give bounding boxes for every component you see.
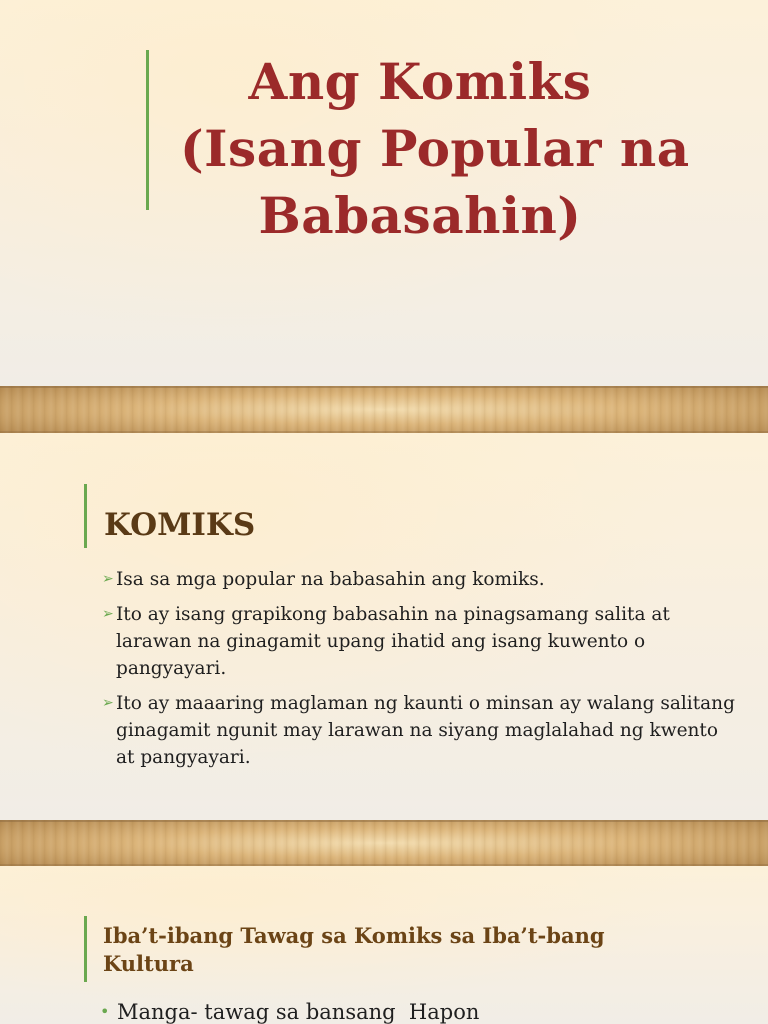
list-item (100, 997, 479, 1024)
slide-title-heading (180, 48, 690, 249)
accent-bar (146, 50, 149, 210)
wood-divider (0, 820, 768, 866)
bullet-text: Ito ay maaaring maglaman ng kaunti o minsan ay walang salitang ginagamit ngunit may larawan na siyang maglalahad ng kwento at pangyayari. (116, 693, 735, 768)
bullet-text: Ito ay isang grapikong babasahin na pinagsamang salita at larawan na ginagamit upang ihatid ang isang kuwento o pangyayari. (116, 604, 670, 679)
arrow-bullet-icon: ➢ (102, 571, 114, 587)
slide-heading: Iba’t-ibang Tawag sa Komiks sa Iba’t-bang Kultura (103, 923, 605, 976)
bullet-text: Manga- tawag sa bansang Hapon (117, 1000, 480, 1024)
list-item (102, 690, 742, 771)
slide-heading: KOMIKS (104, 507, 256, 543)
title-line: (Isang Popular na (180, 119, 690, 178)
accent-bar (84, 916, 87, 982)
dot-bullet-icon: • (100, 1002, 110, 1021)
accent-bar (84, 484, 87, 548)
arrow-bullet-icon: ➢ (102, 695, 114, 711)
slide-komiks (0, 433, 768, 820)
title-line: Ang Komiks (248, 52, 592, 111)
title-line: Babasahin) (258, 186, 582, 245)
arrow-bullet-icon: ➢ (102, 606, 114, 622)
bullet-list (102, 566, 742, 779)
list-item (102, 566, 742, 593)
bullet-text: Isa sa mga popular na babasahin ang komiks. (116, 569, 545, 590)
bullet-list (100, 997, 479, 1024)
slide-tawag (0, 866, 768, 1024)
list-item (102, 601, 742, 682)
wood-divider (0, 386, 768, 433)
slide-title (0, 0, 768, 386)
